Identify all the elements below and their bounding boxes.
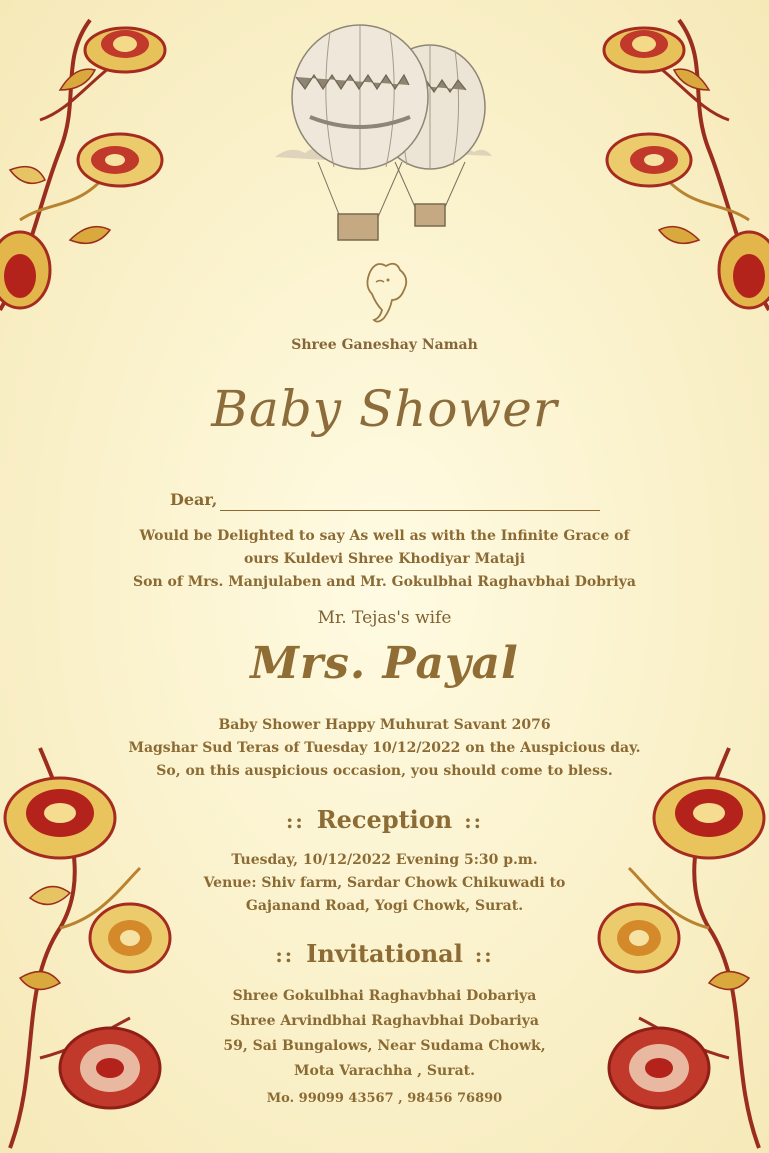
invitational-line: 59, Sai Bungalows, Near Sudama Chowk, [223,1038,546,1054]
blessing-text: Shree Ganeshay Namah [291,337,478,353]
invitational-details [0,984,769,1084]
contact-numbers: Mo. 99099 43567 , 98456 76890 [266,1091,503,1106]
reception-line: Venue: Shiv farm, Sardar Chowk Chikuwadi to [203,875,566,891]
husband-line: Mr. Tejas's wife [317,608,452,628]
reception-heading [0,805,769,834]
section-marker: :: [285,809,305,833]
dear-label: Dear, [170,490,218,509]
reception-line: Tuesday, 10/12/2022 Evening 5:30 p.m. [231,852,538,868]
invitational-line: Shree Arvindbhai Raghavbhai Dobariya [230,1013,539,1029]
section-marker: :: [464,809,484,833]
honoree-name: Mrs. Payal [250,638,519,689]
invitational-line: Mota Varachha , Surat. [294,1063,475,1079]
floral-corner-top-left-icon [0,0,190,320]
guest-name-line [220,510,600,511]
invitational-heading [0,939,769,968]
page-title: Baby Shower [211,380,558,438]
muhurat-line: Baby Shower Happy Muhurat Savant 2076 [218,717,551,733]
muhurat-line: So, on this auspicious occasion, you should come to bless. [156,763,613,779]
floral-corner-top-right-icon [579,0,769,320]
hot-air-balloon-icon [270,22,500,247]
reception-line: Gajanand Road, Yogi Chowk, Surat. [245,898,524,914]
intro-line: Son of Mrs. Manjulaben and Mr. Gokulbhai Raghavbhai Dobriya [133,574,636,590]
invitational-heading-text: Invitational [306,939,463,968]
section-marker: :: [474,943,494,967]
intro-line: Would be Delighted to say As well as with the Infinite Grace of [139,528,630,544]
reception-heading-text: Reception [316,805,453,834]
intro-line: ours Kuldevi Shree Khodiyar Mataji [243,551,526,567]
muhurat-line: Magshar Sud Teras of Tuesday 10/12/2022 on the Auspicious day. [128,740,641,756]
section-marker: :: [275,943,295,967]
invitational-line: Shree Gokulbhai Raghavbhai Dobariya [232,988,537,1004]
ganesha-icon [358,258,410,330]
muhurat-paragraph [0,714,769,783]
intro-paragraph [0,525,769,594]
reception-details [0,849,769,918]
